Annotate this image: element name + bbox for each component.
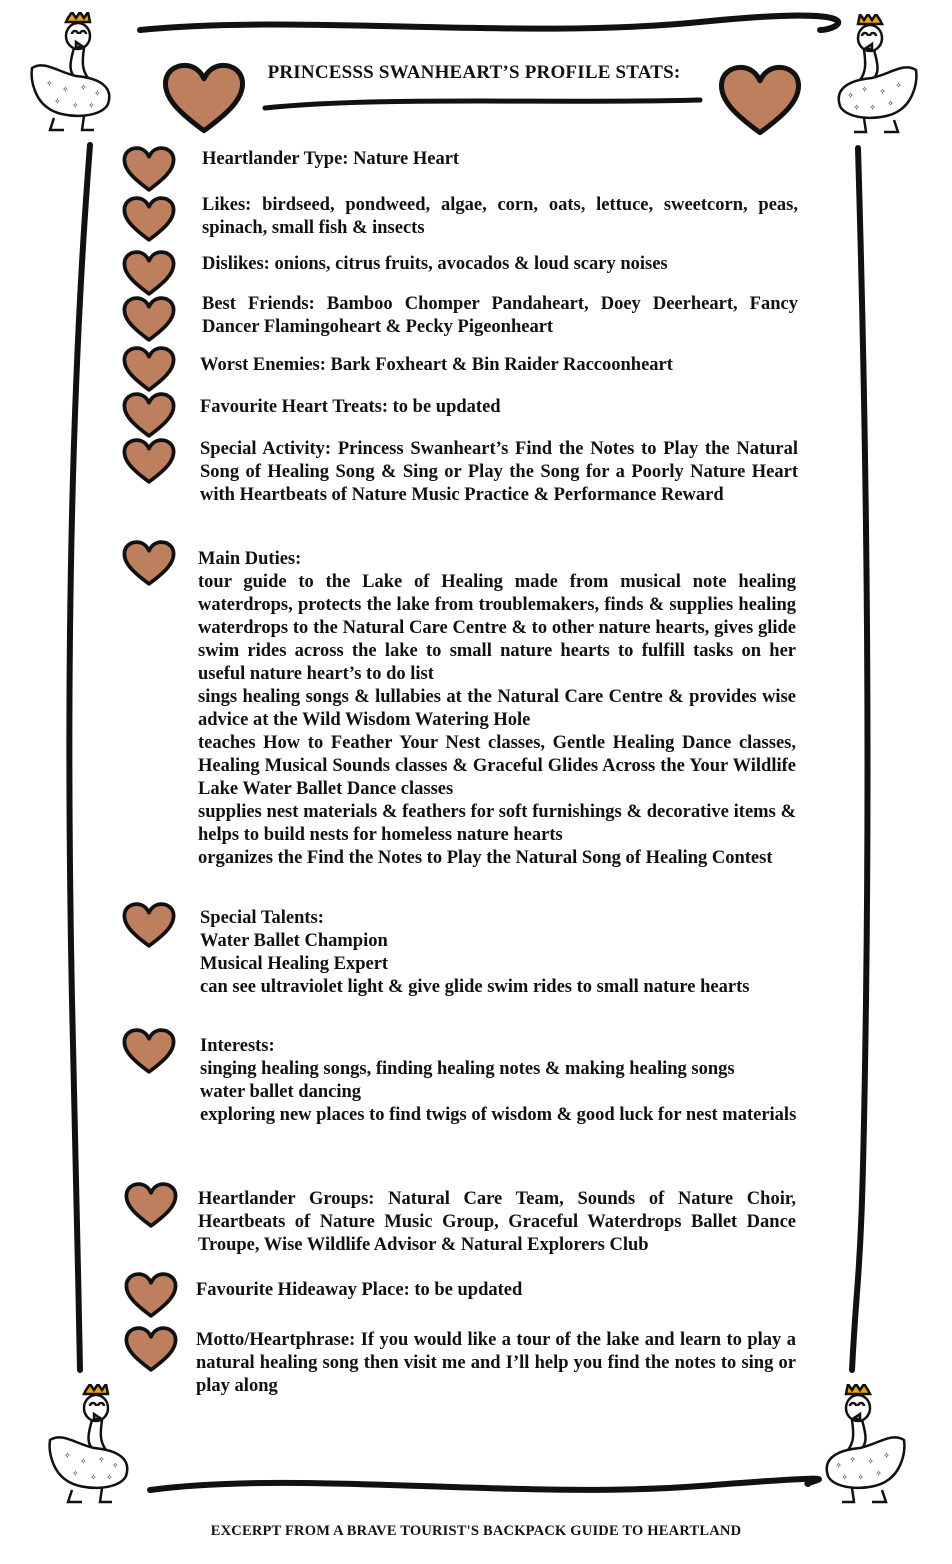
svg-text:✧: ✧ <box>46 79 53 88</box>
entry-line: Interests: <box>200 1036 275 1056</box>
entry-line: Main Duties: <box>198 549 302 569</box>
heart-icon <box>122 296 176 342</box>
entry-line: Water Ballet Champion <box>200 931 388 951</box>
svg-text:✧: ✧ <box>883 1451 890 1460</box>
entry-line: Worst Enemies: Bark Foxheart & Bin Raider Raccoonheart <box>200 355 673 375</box>
entry-line: singing healing songs, finding healing notes & making healing songs <box>200 1059 735 1079</box>
entry-line: teaches How to Feather Your Nest classes, Gentle Healing Dance classes, Healing Musical Sounds classes & Graceful Glides Across the Your Wildlife Lake Water Ballet Dance classes <box>198 733 796 799</box>
entry-line: sings healing songs & lullabies at the Natural Care Centre & provides wise advice at the Wild Wisdom Watering Hole <box>198 687 796 730</box>
footer-caption: EXCERPT FROM A BRAVE TOURIST'S BACKPACK GUIDE TO HEARTLAND <box>210 1523 742 1539</box>
entry-line: Special Activity: Princess Swanheart’s Find the Notes to Play the Natural Song of Healing Song & Sing or Play the Song for a Poorly Nature Heart with Heartbeats of Nature Music Practice & Performance Reward <box>200 439 798 505</box>
bottom-border <box>150 1479 819 1490</box>
entry-line: Heartlander Type: Nature Heart <box>202 149 460 169</box>
left-border <box>69 145 90 1370</box>
entry-line: Likes: birdseed, pondweed, algae, corn, oats, lettuce, sweetcorn, peas, spinach, small fish & insects <box>202 195 798 238</box>
entry-line: can see ultraviolet light & give glide swim rides to small nature hearts <box>200 977 750 997</box>
svg-text:✧: ✧ <box>62 85 69 94</box>
entry-text <box>202 194 798 240</box>
title-underline <box>265 100 700 108</box>
entry-text <box>200 438 798 507</box>
right-border <box>852 148 868 1370</box>
svg-text:✧: ✧ <box>88 101 95 110</box>
swan-princess-icon-top-right <box>828 14 924 134</box>
svg-text:✧: ✧ <box>867 1457 874 1466</box>
entry-line: Favourite Heart Treats: to be updated <box>200 397 501 417</box>
entry-line: exploring new places to find twigs of wisdom & good luck for nest materials <box>200 1105 797 1125</box>
svg-text:✧: ✧ <box>54 97 61 106</box>
entry-text <box>202 253 798 276</box>
heart-icon-title-right <box>718 64 802 136</box>
svg-text:✧: ✧ <box>849 1455 856 1464</box>
svg-text:✧: ✧ <box>94 89 101 98</box>
entry-text <box>196 1329 796 1398</box>
heart-icon <box>122 392 176 438</box>
entry-text <box>202 293 798 339</box>
entry-line: Motto/Heartphrase: If you would like a tour of the lake and learn to play a natural healing song then visit me and I’ll help you find the notes to sing or play along <box>196 1330 796 1396</box>
svg-text:✧: ✧ <box>112 1461 119 1470</box>
swan-princess-icon-bottom-left <box>42 1384 138 1504</box>
entry-text <box>200 354 798 377</box>
heart-icon-title-left <box>162 62 246 134</box>
svg-text:✧: ✧ <box>80 83 87 92</box>
svg-text:✧: ✧ <box>853 103 860 112</box>
entry-text <box>198 548 796 870</box>
entry-text <box>200 1035 798 1127</box>
entry-line: tour guide to the Lake of Healing made from musical note healing waterdrops, protects the lake from troublemakers, finds & supplies healing waterdrops to the Natural Care Centre & to other nature hearts, gives glide swim rides across the lake to small nature hearts to fulfill tasks on her useful nature heart’s to do list <box>198 572 796 684</box>
heart-icon <box>122 438 176 484</box>
heart-icon <box>124 1272 178 1318</box>
heart-icon <box>122 1028 176 1074</box>
entry-line: Special Talents: <box>200 908 324 928</box>
top-border <box>140 16 838 30</box>
swan-princess-icon-top-left <box>24 12 120 132</box>
heart-icon <box>122 146 176 192</box>
svg-text:✧: ✧ <box>841 1473 848 1482</box>
entry-text <box>202 148 798 171</box>
entry-line: supplies nest materials & feathers for soft furnishings & decorative items & helps to build nests for homeless nature hearts <box>198 802 796 845</box>
svg-text:✧: ✧ <box>875 1469 882 1478</box>
svg-text:✧: ✧ <box>847 91 854 100</box>
heart-icon <box>122 540 176 586</box>
svg-text:✧: ✧ <box>835 1461 842 1470</box>
entry-text <box>200 907 798 999</box>
svg-text:✧: ✧ <box>106 1473 113 1482</box>
entry-text <box>200 396 798 419</box>
heart-icon <box>124 1326 178 1372</box>
svg-text:✧: ✧ <box>72 1469 79 1478</box>
svg-text:✧: ✧ <box>90 1473 97 1482</box>
swan-princess-icon-bottom-right <box>816 1384 912 1504</box>
entry-line: Best Friends: Bamboo Chomper Pandaheart, Doey Deerheart, Fancy Dancer Flamingoheart & Pecky Pigeonheart <box>202 294 798 337</box>
entry-line: Musical Healing Expert <box>200 954 389 974</box>
heart-icon <box>122 250 176 296</box>
entry-line: Heartlander Groups: Natural Care Team, Sounds of Nature Choir, Heartbeats of Nature Music Group, Graceful Waterdrops Ballet Dance Troupe, Wise Wildlife Advisor & Natural Explorers Club <box>198 1189 796 1255</box>
svg-text:✧: ✧ <box>857 1473 864 1482</box>
entry-line: water ballet dancing <box>200 1082 362 1102</box>
svg-text:✧: ✧ <box>72 101 79 110</box>
heart-icon <box>122 196 176 242</box>
entry-line: Favourite Hideaway Place: to be updated <box>196 1280 523 1300</box>
svg-text:✧: ✧ <box>869 103 876 112</box>
entry-text <box>198 1188 796 1257</box>
svg-text:✧: ✧ <box>887 99 894 108</box>
heart-icon <box>124 1182 178 1228</box>
page-title: PRINCESSS SWANHEART’S PROFILE STATS: <box>267 62 681 83</box>
svg-text:✧: ✧ <box>879 87 886 96</box>
heart-icon <box>122 902 176 948</box>
entry-line: Dislikes: onions, citrus fruits, avocados & loud scary noises <box>202 254 668 274</box>
entry-line: organizes the Find the Notes to Play the Natural Song of Healing Contest <box>198 848 773 868</box>
svg-text:✧: ✧ <box>861 85 868 94</box>
svg-text:✧: ✧ <box>895 81 902 90</box>
svg-text:✧: ✧ <box>98 1455 105 1464</box>
entry-text <box>196 1279 796 1302</box>
svg-text:✧: ✧ <box>80 1457 87 1466</box>
svg-text:✧: ✧ <box>64 1451 71 1460</box>
heart-icon <box>122 346 176 392</box>
